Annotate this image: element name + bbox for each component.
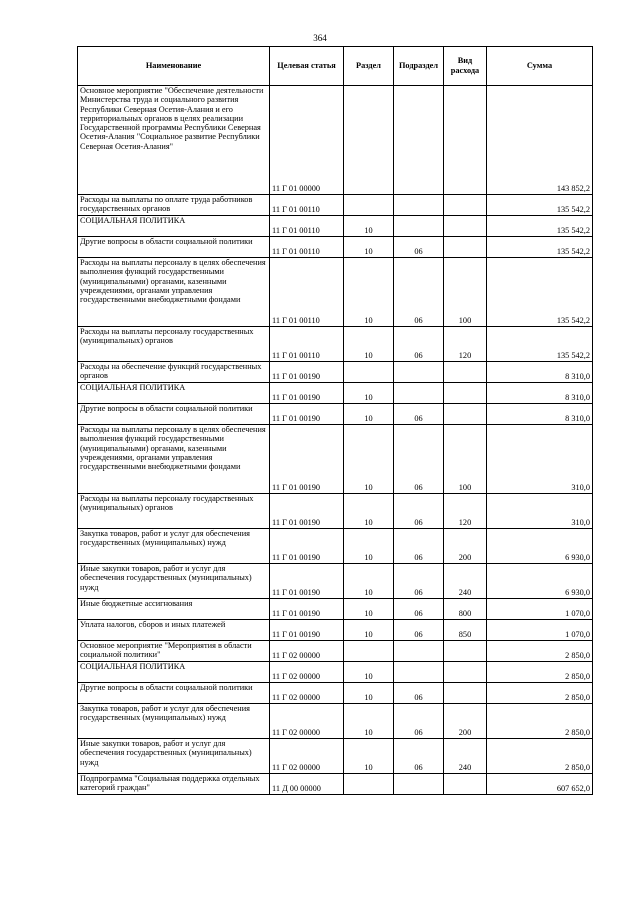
cell-expense-type: 200 bbox=[444, 704, 487, 739]
cell-subsection bbox=[394, 362, 444, 383]
cell-subsection: 06 bbox=[394, 599, 444, 620]
cell-amount: 2 850,0 bbox=[487, 662, 593, 683]
cell-subsection bbox=[394, 774, 444, 795]
table-row bbox=[78, 739, 593, 774]
cell-expense-type: 240 bbox=[444, 739, 487, 774]
cell-name: СОЦИАЛЬНАЯ ПОЛИТИКА bbox=[78, 383, 270, 404]
cell-name: Расходы на выплаты персоналу в целях обеспечения выполнения функций государственными (муниципальными) органами, казенными учреждениями, органами управления государственными внебюджетными фондами bbox=[78, 425, 270, 494]
cell-subsection: 06 bbox=[394, 258, 444, 327]
cell-name: Расходы на выплаты персоналу в целях обеспечения выполнения функций государственными (муниципальными) органами, казенными учреждениями, органами управления государственными внебюджетными фондами bbox=[78, 258, 270, 327]
table-row bbox=[78, 704, 593, 739]
cell-subsection bbox=[394, 641, 444, 662]
cell-code: 11 Г 01 00190 bbox=[270, 564, 344, 599]
cell-expense-type bbox=[444, 683, 487, 704]
header-section: Раздел bbox=[344, 47, 394, 86]
cell-subsection: 06 bbox=[394, 704, 444, 739]
cell-amount: 2 850,0 bbox=[487, 641, 593, 662]
cell-name: Подпрограмма "Социальная поддержка отдельных категорий граждан" bbox=[78, 774, 270, 795]
table-row bbox=[78, 620, 593, 641]
cell-name: СОЦИАЛЬНАЯ ПОЛИТИКА bbox=[78, 662, 270, 683]
table-row bbox=[78, 86, 593, 195]
cell-code: 11 Г 02 00000 bbox=[270, 662, 344, 683]
cell-amount: 2 850,0 bbox=[487, 739, 593, 774]
cell-code: 11 Г 01 00110 bbox=[270, 216, 344, 237]
cell-code: 11 Г 01 00110 bbox=[270, 258, 344, 327]
cell-expense-type bbox=[444, 216, 487, 237]
cell-expense-type bbox=[444, 404, 487, 425]
cell-expense-type: 120 bbox=[444, 494, 487, 529]
table-row bbox=[78, 404, 593, 425]
cell-name: Расходы на выплаты персоналу государственных (муниципальных) органов bbox=[78, 327, 270, 362]
table-row bbox=[78, 258, 593, 327]
cell-expense-type: 200 bbox=[444, 529, 487, 564]
table-row bbox=[78, 216, 593, 237]
cell-code: 11 Г 01 00190 bbox=[270, 425, 344, 494]
cell-name: Другие вопросы в области социальной политики bbox=[78, 683, 270, 704]
table-row bbox=[78, 683, 593, 704]
cell-section: 10 bbox=[344, 662, 394, 683]
table-header-row bbox=[78, 47, 593, 86]
cell-amount: 6 930,0 bbox=[487, 564, 593, 599]
cell-amount: 8 310,0 bbox=[487, 362, 593, 383]
cell-expense-type bbox=[444, 362, 487, 383]
cell-code: 11 Г 01 00190 bbox=[270, 529, 344, 564]
cell-expense-type bbox=[444, 774, 487, 795]
cell-section: 10 bbox=[344, 494, 394, 529]
cell-code: 11 Г 01 00110 bbox=[270, 327, 344, 362]
cell-expense-type bbox=[444, 237, 487, 258]
table-row bbox=[78, 662, 593, 683]
cell-amount: 135 542,2 bbox=[487, 258, 593, 327]
header-name: Наименование bbox=[78, 47, 270, 86]
cell-subsection: 06 bbox=[394, 739, 444, 774]
cell-name: Иные бюджетные ассигнования bbox=[78, 599, 270, 620]
cell-section: 10 bbox=[344, 529, 394, 564]
cell-name: Закупка товаров, работ и услуг для обеспечения государственных (муниципальных) нужд bbox=[78, 704, 270, 739]
cell-section: 10 bbox=[344, 258, 394, 327]
cell-section bbox=[344, 774, 394, 795]
cell-subsection: 06 bbox=[394, 237, 444, 258]
table-row bbox=[78, 425, 593, 494]
cell-expense-type: 120 bbox=[444, 327, 487, 362]
cell-amount: 2 850,0 bbox=[487, 683, 593, 704]
cell-name: Расходы на выплаты персоналу государственных (муниципальных) органов bbox=[78, 494, 270, 529]
cell-section bbox=[344, 86, 394, 195]
cell-code: 11 Г 01 00190 bbox=[270, 383, 344, 404]
cell-code: 11 Г 02 00000 bbox=[270, 704, 344, 739]
cell-amount: 607 652,0 bbox=[487, 774, 593, 795]
cell-subsection bbox=[394, 383, 444, 404]
table-row bbox=[78, 564, 593, 599]
cell-code: 11 Г 01 00190 bbox=[270, 362, 344, 383]
cell-code: 11 Г 01 00190 bbox=[270, 620, 344, 641]
table-row bbox=[78, 529, 593, 564]
table-row bbox=[78, 195, 593, 216]
cell-name: Уплата налогов, сборов и иных платежей bbox=[78, 620, 270, 641]
cell-section: 10 bbox=[344, 704, 394, 739]
cell-code: 11 Г 02 00000 bbox=[270, 739, 344, 774]
cell-expense-type bbox=[444, 383, 487, 404]
cell-amount: 143 852,2 bbox=[487, 86, 593, 195]
cell-amount: 135 542,2 bbox=[487, 237, 593, 258]
cell-expense-type bbox=[444, 641, 487, 662]
cell-section: 10 bbox=[344, 216, 394, 237]
cell-amount: 1 070,0 bbox=[487, 620, 593, 641]
cell-section: 10 bbox=[344, 620, 394, 641]
cell-code: 11 Г 02 00000 bbox=[270, 641, 344, 662]
cell-amount: 1 070,0 bbox=[487, 599, 593, 620]
cell-expense-type bbox=[444, 86, 487, 195]
cell-subsection: 06 bbox=[394, 404, 444, 425]
table-body bbox=[78, 86, 593, 795]
cell-expense-type: 800 bbox=[444, 599, 487, 620]
cell-name: Расходы на выплаты по оплате труда работников государственных органов bbox=[78, 195, 270, 216]
cell-code: 11 Г 01 00110 bbox=[270, 195, 344, 216]
cell-expense-type bbox=[444, 662, 487, 683]
cell-name: Закупка товаров, работ и услуг для обеспечения государственных (муниципальных) нужд bbox=[78, 529, 270, 564]
cell-code: 11 Г 01 00000 bbox=[270, 86, 344, 195]
cell-section: 10 bbox=[344, 739, 394, 774]
cell-amount: 135 542,2 bbox=[487, 216, 593, 237]
cell-section: 10 bbox=[344, 425, 394, 494]
table-row bbox=[78, 494, 593, 529]
cell-expense-type bbox=[444, 195, 487, 216]
budget-table bbox=[77, 46, 593, 795]
cell-name: Иные закупки товаров, работ и услуг для обеспечения государственных (муниципальных) нужд bbox=[78, 739, 270, 774]
header-expense-type: Вид расхода bbox=[444, 47, 487, 86]
table-row bbox=[78, 599, 593, 620]
cell-name: СОЦИАЛЬНАЯ ПОЛИТИКА bbox=[78, 216, 270, 237]
table-row bbox=[78, 383, 593, 404]
cell-section: 10 bbox=[344, 237, 394, 258]
cell-amount: 135 542,2 bbox=[487, 195, 593, 216]
cell-subsection bbox=[394, 195, 444, 216]
cell-subsection: 06 bbox=[394, 620, 444, 641]
cell-amount: 135 542,2 bbox=[487, 327, 593, 362]
cell-expense-type: 100 bbox=[444, 425, 487, 494]
cell-subsection: 06 bbox=[394, 425, 444, 494]
cell-section: 10 bbox=[344, 599, 394, 620]
cell-name: Основное мероприятие "Обеспечение деятельности Министерства труда и социального развития Республики Северная Осетия-Алания и его территориальных органов в целях реализации Государственной программы Республики Северная Осетия-Алания "Социальное развитие Республики Северная Осетия-Алания" bbox=[78, 86, 270, 195]
table-row bbox=[78, 362, 593, 383]
cell-subsection: 06 bbox=[394, 683, 444, 704]
cell-amount: 2 850,0 bbox=[487, 704, 593, 739]
cell-name: Основное мероприятие "Мероприятия в области социальной политики" bbox=[78, 641, 270, 662]
cell-code: 11 Г 01 00190 bbox=[270, 404, 344, 425]
cell-section bbox=[344, 641, 394, 662]
table-row bbox=[78, 237, 593, 258]
table-row bbox=[78, 641, 593, 662]
table-row bbox=[78, 327, 593, 362]
cell-code: 11 Г 01 00110 bbox=[270, 237, 344, 258]
cell-section bbox=[344, 195, 394, 216]
cell-section: 10 bbox=[344, 564, 394, 599]
page-number: 364 bbox=[313, 33, 327, 43]
cell-amount: 8 310,0 bbox=[487, 404, 593, 425]
cell-name: Расходы на обеспечение функций государственных органов bbox=[78, 362, 270, 383]
cell-section bbox=[344, 362, 394, 383]
cell-code: 11 Д 00 00000 bbox=[270, 774, 344, 795]
cell-section: 10 bbox=[344, 404, 394, 425]
cell-amount: 310,0 bbox=[487, 494, 593, 529]
cell-section: 10 bbox=[344, 383, 394, 404]
header-code: Целевая статья bbox=[270, 47, 344, 86]
cell-expense-type: 850 bbox=[444, 620, 487, 641]
cell-subsection: 06 bbox=[394, 494, 444, 529]
cell-subsection bbox=[394, 662, 444, 683]
cell-name: Иные закупки товаров, работ и услуг для обеспечения государственных (муниципальных) нужд bbox=[78, 564, 270, 599]
cell-code: 11 Г 02 00000 bbox=[270, 683, 344, 704]
cell-amount: 6 930,0 bbox=[487, 529, 593, 564]
cell-expense-type: 100 bbox=[444, 258, 487, 327]
cell-section: 10 bbox=[344, 327, 394, 362]
cell-code: 11 Г 01 00190 bbox=[270, 599, 344, 620]
cell-amount: 310,0 bbox=[487, 425, 593, 494]
cell-section: 10 bbox=[344, 683, 394, 704]
cell-expense-type: 240 bbox=[444, 564, 487, 599]
cell-subsection bbox=[394, 86, 444, 195]
cell-subsection: 06 bbox=[394, 564, 444, 599]
cell-name: Другие вопросы в области социальной политики bbox=[78, 237, 270, 258]
cell-code: 11 Г 01 00190 bbox=[270, 494, 344, 529]
table-row bbox=[78, 774, 593, 795]
cell-amount: 8 310,0 bbox=[487, 383, 593, 404]
cell-subsection: 06 bbox=[394, 327, 444, 362]
header-amount: Сумма bbox=[487, 47, 593, 86]
cell-subsection: 06 bbox=[394, 529, 444, 564]
cell-subsection bbox=[394, 216, 444, 237]
cell-name: Другие вопросы в области социальной политики bbox=[78, 404, 270, 425]
header-subsection: Подраздел bbox=[394, 47, 444, 86]
